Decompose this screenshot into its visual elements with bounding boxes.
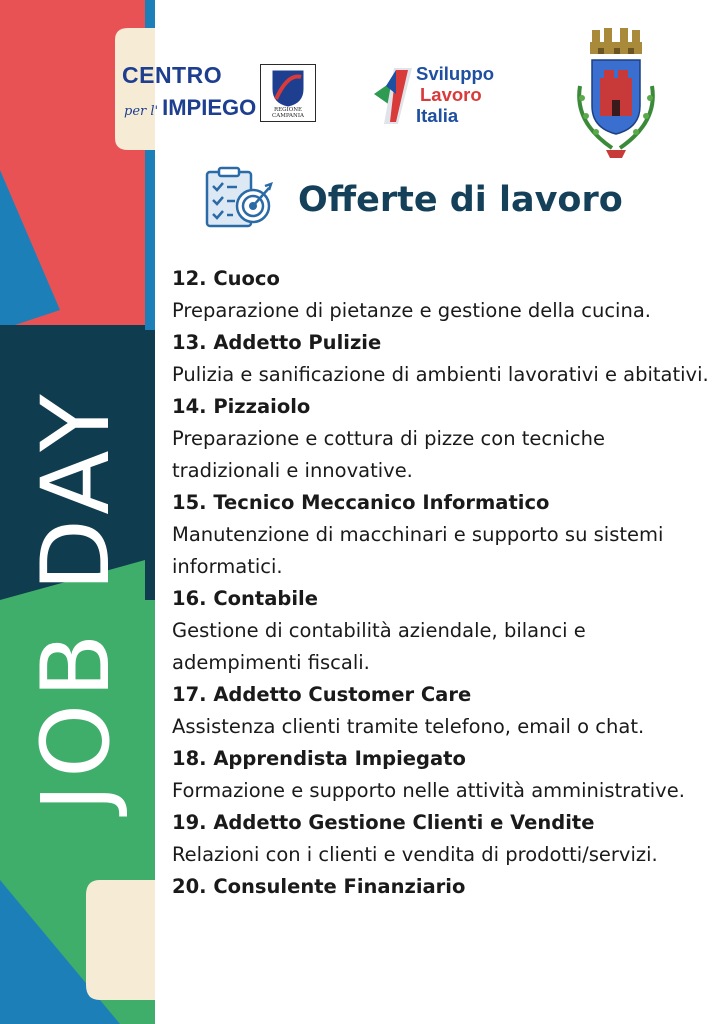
centro-impiego-word: IMPIEGO xyxy=(162,95,257,120)
job-description: Pulizia e sanificazione di ambienti lavorativi e abitativi. xyxy=(172,363,709,386)
job-description: Formazione e supporto nelle attività amministrative. xyxy=(172,779,685,802)
job-title: 16. Contabile xyxy=(172,587,318,610)
sviluppo-line3: Italia xyxy=(416,105,459,126)
list-item xyxy=(172,391,717,487)
list-item xyxy=(172,807,717,871)
list-item xyxy=(172,871,717,903)
job-title: 17. Addetto Customer Care xyxy=(172,683,472,706)
list-item xyxy=(172,263,717,327)
job-title: 15. Tecnico Meccanico Informatico xyxy=(172,491,550,514)
list-item xyxy=(172,679,717,743)
list-item xyxy=(172,327,717,391)
centro-impiego-line2 xyxy=(124,95,256,121)
job-description: Relazioni con i clienti e vendita di prodotti/servizi. xyxy=(172,843,658,866)
centro-impiego-line1: CENTRO xyxy=(122,62,223,88)
job-description: Manutenzione di macchinari e supporto su sistemi informatici. xyxy=(172,523,664,578)
job-description: Preparazione di pietanze e gestione della cucina. xyxy=(172,299,651,322)
job-description: Assistenza clienti tramite telefono, email o chat. xyxy=(172,715,645,738)
checklist-target-icon xyxy=(203,166,275,230)
job-title: 18. Apprendista Impiegato xyxy=(172,747,466,770)
list-item xyxy=(172,743,717,807)
sidebar-banner xyxy=(0,0,155,1024)
municipal-crest-icon xyxy=(570,26,662,162)
centro-impiego-prefix: per l' xyxy=(124,104,159,119)
job-description: Gestione di contabilità aziendale, bilanci e adempimenti fiscali. xyxy=(172,619,586,674)
job-title: 12. Cuoco xyxy=(172,267,280,290)
job-day-vertical-title: JOB DAY xyxy=(22,388,131,812)
job-description: Preparazione e cottura di pizze con tecniche tradizionali e innovative. xyxy=(172,427,605,482)
regione-campania-shield-icon xyxy=(271,69,305,107)
sviluppo-text xyxy=(416,63,494,126)
job-title: 13. Addetto Pulizie xyxy=(172,331,382,354)
job-title: 20. Consulente Finanziario xyxy=(172,875,466,898)
page-title: Offerte di lavoro xyxy=(298,180,623,220)
job-title: 19. Addetto Gestione Clienti e Vendite xyxy=(172,811,595,834)
list-item xyxy=(172,487,717,583)
list-item xyxy=(172,583,717,679)
regione-campania-label: REGIONE CAMPANIA xyxy=(272,107,304,119)
centro-impiego-logo xyxy=(122,62,322,126)
sviluppo-line2: Lavoro xyxy=(420,84,482,105)
sviluppo-lavoro-italia-logo xyxy=(372,60,532,132)
page-heading xyxy=(203,166,703,236)
sviluppo-line1: Sviluppo xyxy=(416,63,495,84)
job-list xyxy=(172,263,717,903)
sviluppo-arrow-mark-icon xyxy=(372,64,418,128)
job-title: 14. Pizzaiolo xyxy=(172,395,311,418)
regione-campania-badge xyxy=(260,64,316,122)
